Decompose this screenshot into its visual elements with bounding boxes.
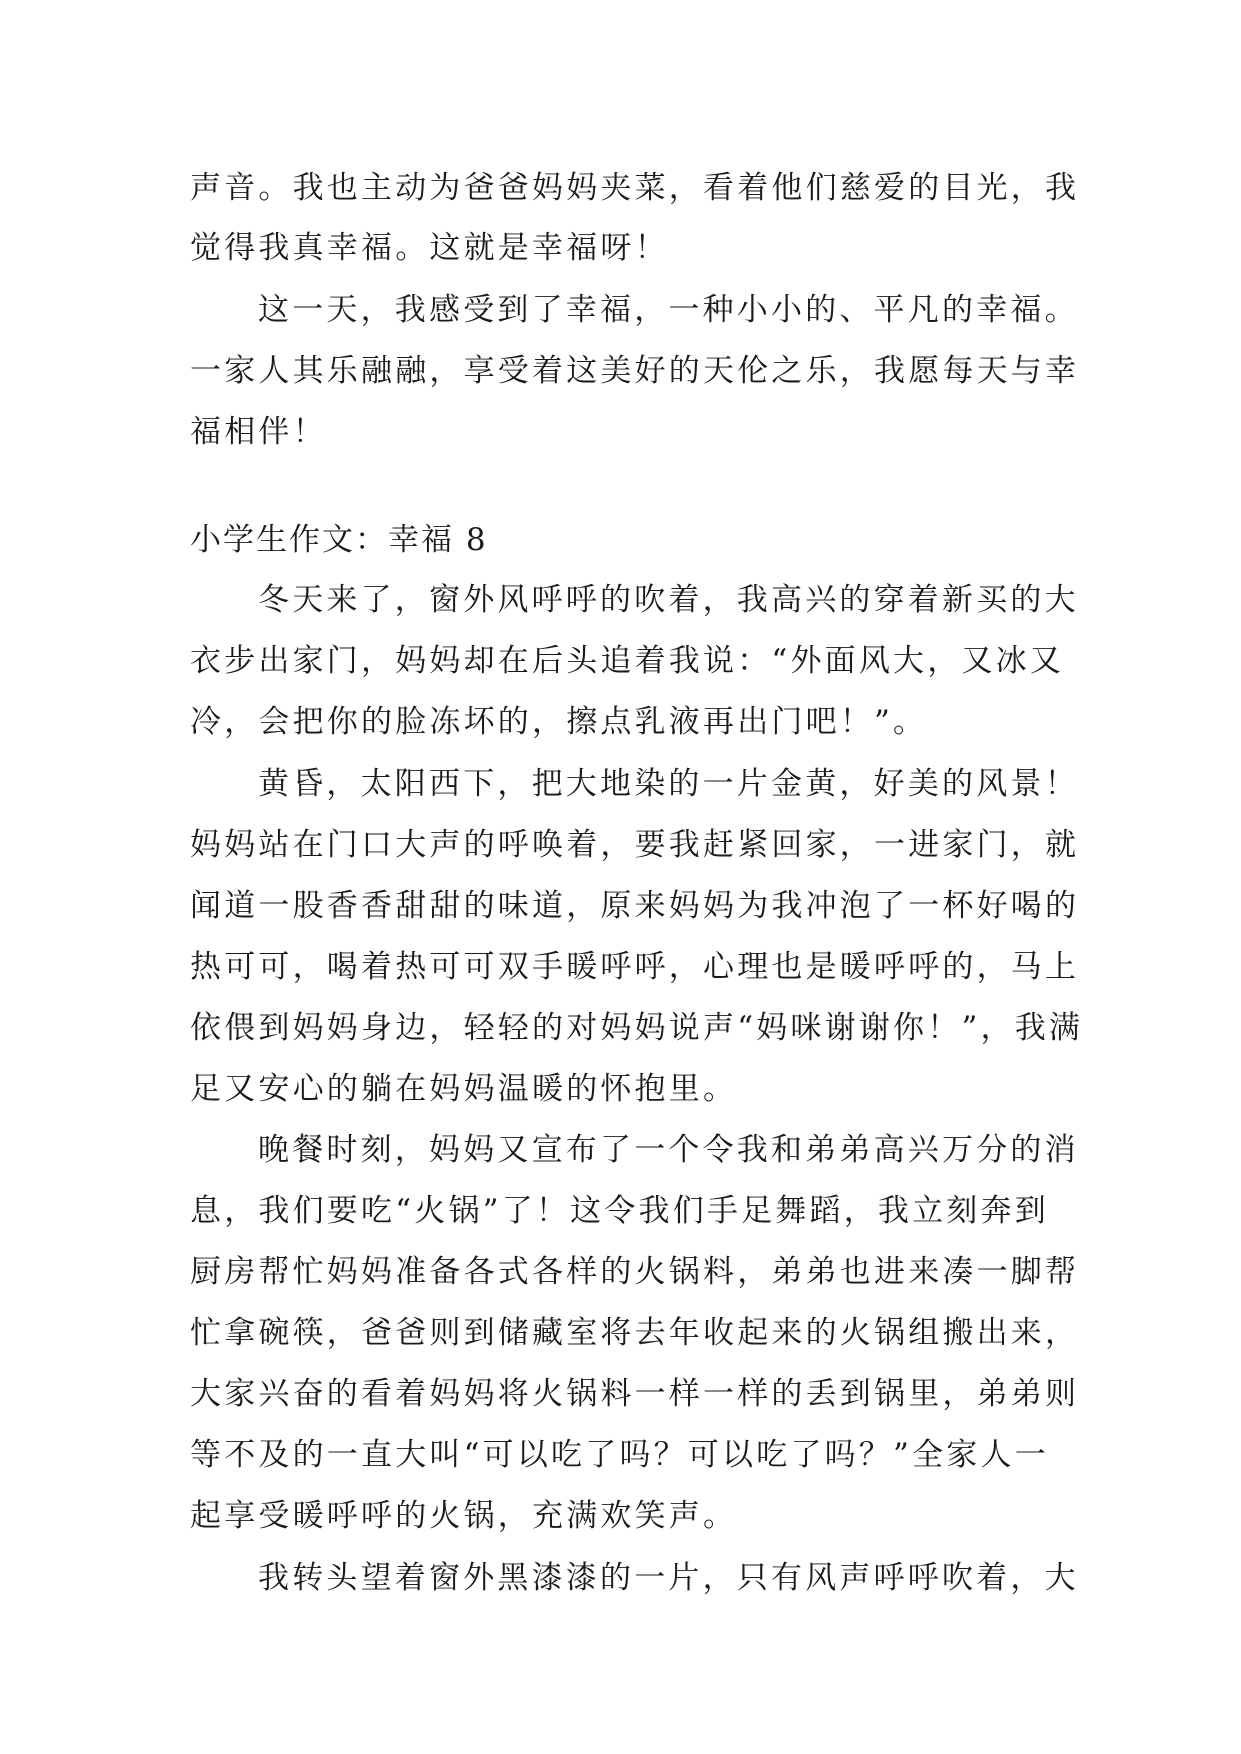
paragraph-line: 足又安心的躺在妈妈温暖的怀抱里。 [190,1071,738,1107]
paragraph-line: 妈妈站在门口大声的呼唤着，要我赶紧回家，一进家门，就 [190,827,1080,863]
paragraph-line: 厨房帮忙妈妈准备各式各样的火锅料，弟弟也进来凑一脚帮 [190,1254,1080,1290]
paragraph-line: 一家人其乐融融，享受着这美好的天伦之乐，我愿每天与幸 [190,353,1080,389]
paragraph-line: 衣步出家门，妈妈却在后头追着我说：“外面风大，又冰又 [190,643,1065,679]
paragraph-line: 热可可，喝着热可可双手暖呼呼，心理也是暖呼呼的，马上 [190,949,1080,985]
paragraph-line: 觉得我真幸福。这就是幸福呀！ [190,230,669,266]
paragraph-line: 这一天，我感受到了幸福，一种小小的、平凡的幸福。 [258,292,1079,328]
paragraph-line: 起享受暖呼呼的火锅，充满欢笑声。 [190,1498,738,1534]
paragraph-line: 等不及的一直大叫“可以吃了吗？可以吃了吗？”全家人一 [190,1437,1049,1473]
paragraph-line: 冷，会把你的脸冻坏的，擦点乳液再出门吧！”。 [190,704,928,740]
paragraph-line: 冬天来了，窗外风呼呼的吹着，我高兴的穿着新买的大 [258,582,1079,618]
paragraph-line: 闻道一股香香甜甜的味道，原来妈妈为我冲泡了一杯好喝的 [190,888,1080,924]
paragraph-line: 声音。我也主动为爸爸妈妈夹菜，看着他们慈爱的目光，我 [190,170,1080,206]
paragraph-line: 忙拿碗筷，爸爸则到储藏室将去年收起来的火锅组搬出来， [190,1315,1080,1351]
paragraph-line: 大家兴奋的看着妈妈将火锅料一样一样的丢到锅里，弟弟则 [190,1376,1080,1412]
paragraph-line: 福相伴！ [190,414,327,450]
paragraph-line: 息，我们要吃“火锅”了！这令我们手足舞蹈，我立刻奔到 [190,1193,1049,1229]
paragraph-line: 依偎到妈妈身边，轻轻的对妈妈说声“妈咪谢谢你！”，我满 [190,1010,1084,1046]
paragraph-line: 我转头望着窗外黑漆漆的一片，只有风声呼呼吹着，大 [258,1560,1079,1596]
paragraph-line: 晚餐时刻，妈妈又宣布了一个令我和弟弟高兴万分的消 [258,1132,1079,1168]
section-title: 小学生作文：幸福 8 [190,522,488,558]
paragraph-line: 黄昏，太阳西下，把大地染的一片金黄，好美的风景！ [258,766,1079,802]
